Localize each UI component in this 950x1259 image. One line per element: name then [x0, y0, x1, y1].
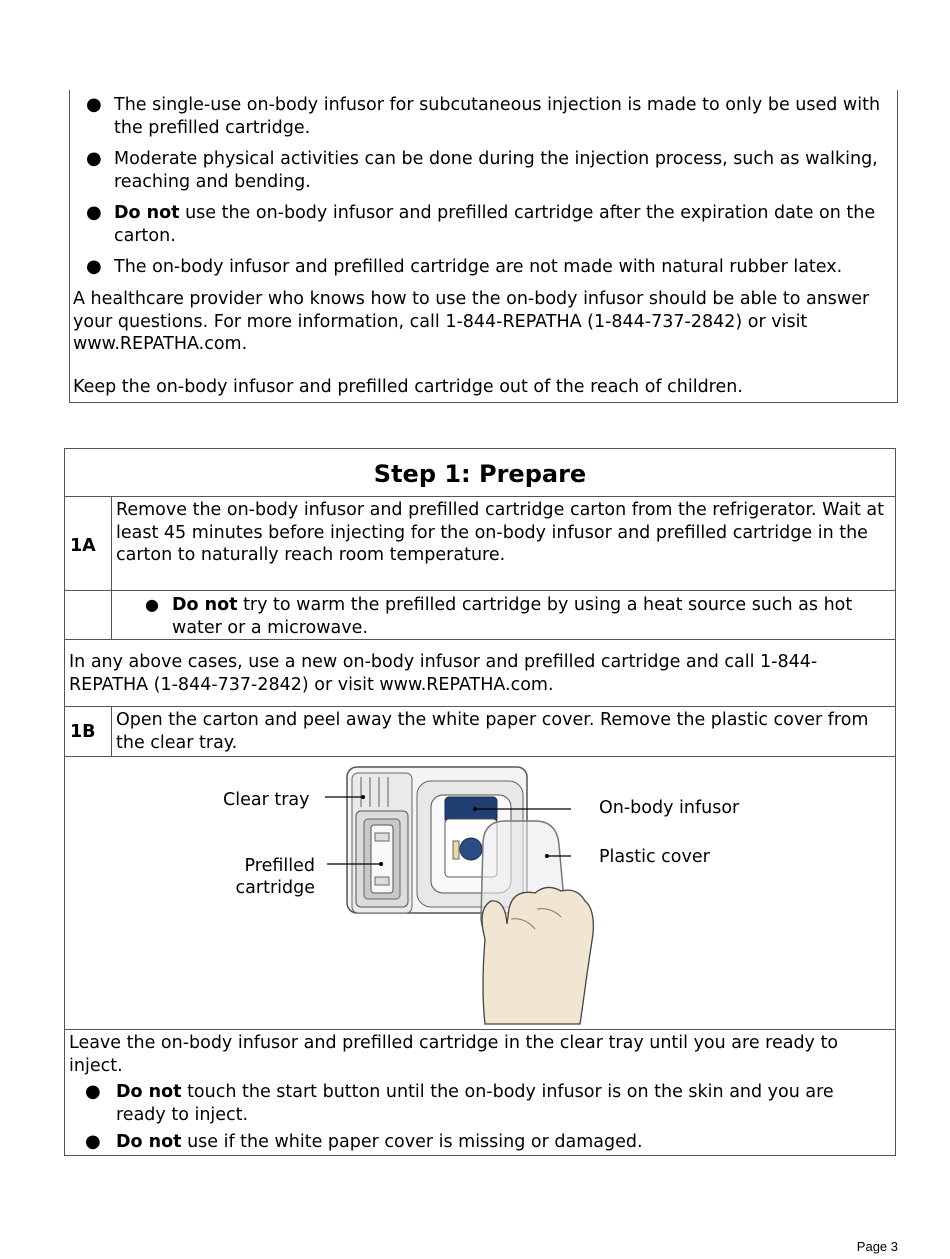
label-plastic-cover: Plastic cover	[599, 847, 710, 867]
bullet-icon: ●	[86, 148, 102, 169]
leave-note: Leave the on-body infusor and prefilled cartridge in the clear tray until you are ready to inject.	[69, 1033, 839, 1076]
step-title: Step 1: Prepare	[373, 460, 587, 488]
bullet-icon: ●	[86, 202, 102, 223]
step-1b-text: Open the carton and peel away the white paper cover. Remove the plastic cover from the clear tray.	[116, 710, 869, 753]
label-prefilled: Prefilled	[244, 856, 315, 876]
cases-note: In any above cases, use a new on-body infusor and prefilled cartridge and call 1-844-REPATHA (1-844-737-2842) or visit www.REPATHA.com.	[69, 652, 818, 695]
bullet-icon: ●	[85, 1131, 101, 1152]
label-cartridge: cartridge	[235, 878, 315, 898]
intro-bullet: ● The on-body infusor and prefilled cartridge are not made with natural rubber latex.	[86, 256, 843, 277]
page-number: Page 3	[856, 1239, 898, 1254]
step-1a-bullet: ● Do not try to warm the prefilled cartridge by using a heat source such as hot water or a microwave.	[145, 595, 853, 638]
children-note: Keep the on-body infusor and prefilled cartridge out of the reach of children.	[73, 377, 743, 397]
step-label-1a: 1A	[70, 536, 96, 556]
label-on-body-infusor: On-body infusor	[599, 798, 740, 818]
divider	[65, 756, 895, 757]
infusor-illustration	[65, 759, 895, 1029]
bullet-icon: ●	[145, 595, 159, 614]
divider	[65, 496, 895, 497]
intro-bullet: ● The single-use on-body infusor for subcutaneous injection is made to only be used with the prefilled cartridge.	[86, 94, 881, 138]
intro-box	[69, 90, 898, 403]
label-clear-tray: Clear tray	[223, 790, 310, 810]
bullet-icon: ●	[86, 256, 102, 277]
step-1a-text: Remove the on-body infusor and prefilled cartridge carton from the refrigerator. Wait at least 45 minutes before injecting for the on-body infusor and prefilled cartridge in the carton to naturally reach room temperature.	[116, 500, 884, 565]
infusor-figure	[65, 759, 895, 1029]
bullet-icon: ●	[86, 94, 102, 115]
divider	[65, 706, 895, 707]
provider-note: A healthcare provider who knows how to use the on-body infusor should be able to answer your questions. For more information, call 1-844-REPATHA (1-844-737-2842) or visit www.REPATHA.com.	[73, 289, 870, 354]
final-bullet: ● Do not touch the start button until the on-body infusor is on the skin and you are ready to inject.	[85, 1081, 834, 1125]
intro-bullet: ● Moderate physical activities can be done during the injection process, such as walking, reaching and bending.	[86, 148, 878, 192]
divider	[65, 639, 895, 640]
divider	[65, 1029, 895, 1030]
step-label-1b: 1B	[70, 722, 96, 742]
divider	[111, 706, 112, 756]
bullet-icon: ●	[85, 1081, 101, 1102]
divider	[111, 496, 112, 639]
divider	[65, 590, 895, 591]
final-bullet: ● Do not use if the white paper cover is missing or damaged.	[85, 1131, 643, 1152]
intro-bullet: ● Do not use the on-body infusor and prefilled cartridge after the expiration date on the carton.	[86, 202, 876, 246]
step1-table	[64, 448, 896, 1156]
